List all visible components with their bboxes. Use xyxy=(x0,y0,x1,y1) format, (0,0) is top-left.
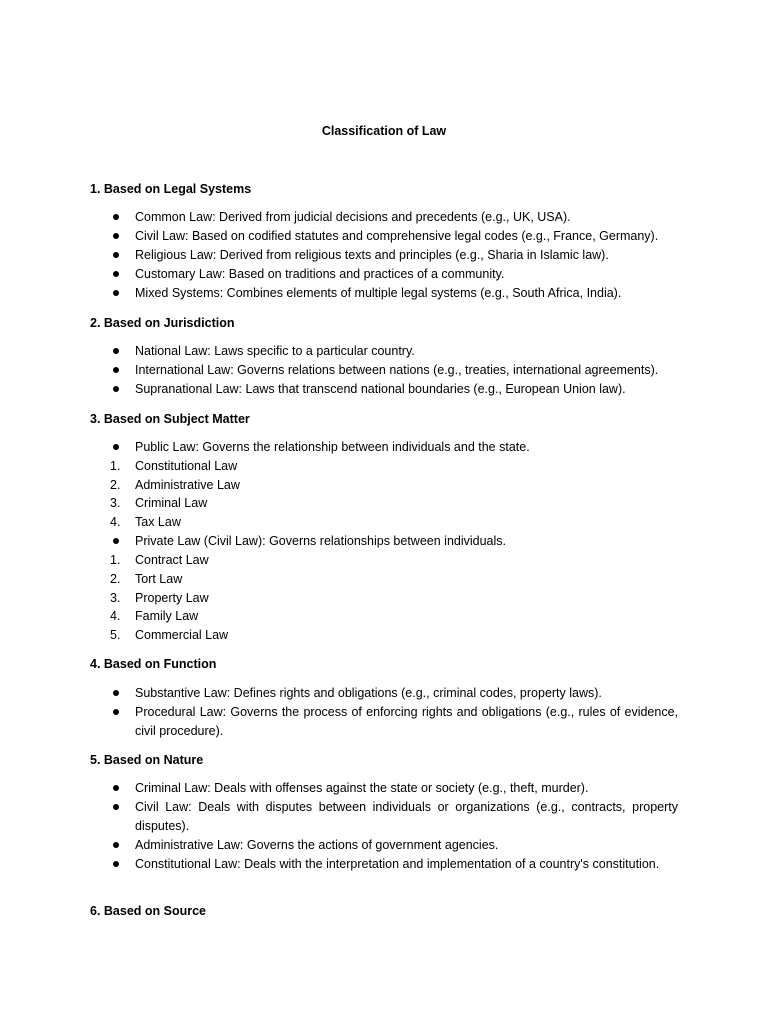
bullet-icon xyxy=(113,804,119,810)
list-item-text: Procedural Law: Governs the process of enforcing rights and obligations (e.g., rules of evidence, civil procedure). xyxy=(135,705,678,738)
section-heading: 3. Based on Subject Matter xyxy=(90,412,250,426)
list-number: 2. xyxy=(110,478,121,492)
bullet-icon xyxy=(113,690,119,696)
list-item-text: Family Law xyxy=(135,609,199,623)
list-item-text: Substantive Law: Defines rights and obligations (e.g., criminal codes, property laws). xyxy=(135,686,602,700)
bullet-icon xyxy=(113,444,119,450)
list-item-text: Religious Law: Derived from religious texts and principles (e.g., Sharia in Islamic law). xyxy=(135,248,609,262)
section-heading: 2. Based on Jurisdiction xyxy=(90,316,235,330)
bullet-icon xyxy=(113,367,119,373)
list-item-text: Common Law: Derived from judicial decisions and precedents (e.g., UK, USA). xyxy=(135,210,571,224)
list-item-text: Supranational Law: Laws that transcend national boundaries (e.g., European Union law). xyxy=(135,382,626,396)
list-item-text: Civil Law: Deals with disputes between individuals or organizations (e.g., contracts, property disputes). xyxy=(135,800,678,833)
list-item-text: Public Law: Governs the relationship between individuals and the state. xyxy=(135,440,530,454)
list-item-text: Criminal Law: Deals with offenses against the state or society (e.g., theft, murder). xyxy=(135,781,589,795)
list-number: 4. xyxy=(110,609,121,623)
list-item-text: Administrative Law: Governs the actions of government agencies. xyxy=(135,838,499,852)
bullet-icon xyxy=(113,538,119,544)
list-item-text: Criminal Law xyxy=(135,496,208,510)
bullet-icon xyxy=(113,233,119,239)
list-number: 3. xyxy=(110,496,121,510)
list-item-text: Constitutional Law: Deals with the interpretation and implementation of a country's constitution. xyxy=(135,857,660,871)
bullet-icon xyxy=(113,842,119,848)
list-item-text: Constitutional Law xyxy=(135,459,238,473)
list-item-text: Administrative Law xyxy=(135,478,240,492)
list-number: 1. xyxy=(110,553,121,567)
list-item-text: Customary Law: Based on traditions and practices of a community. xyxy=(135,267,505,281)
bullet-icon xyxy=(113,214,119,220)
list-item-text: Mixed Systems: Combines elements of multiple legal systems (e.g., South Africa, India). xyxy=(135,286,622,300)
list-item-text: International Law: Governs relations between nations (e.g., treaties, international agreements). xyxy=(135,363,659,377)
list-item-text: Commercial Law xyxy=(135,628,229,642)
section-heading: 1. Based on Legal Systems xyxy=(90,182,252,196)
list-item-text: Civil Law: Based on codified statutes and comprehensive legal codes (e.g., France, Germany). xyxy=(135,229,659,243)
list-item-text: Private Law (Civil Law): Governs relationships between individuals. xyxy=(135,534,507,548)
bullet-icon xyxy=(113,709,119,715)
bullet-icon xyxy=(113,348,119,354)
list-item-text: National Law: Laws specific to a particular country. xyxy=(135,344,415,358)
bullet-icon xyxy=(113,785,119,791)
bullet-icon xyxy=(113,290,119,296)
bullet-icon xyxy=(113,271,119,277)
list-item-text: Tax Law xyxy=(135,515,181,529)
bullet-icon xyxy=(113,252,119,258)
list-number: 4. xyxy=(110,515,121,529)
list-number: 5. xyxy=(110,628,121,642)
bullet-icon xyxy=(113,386,119,392)
section-heading: 4. Based on Function xyxy=(90,657,217,671)
list-item-text: Property Law xyxy=(135,591,209,605)
section-heading: 6. Based on Source xyxy=(90,904,207,918)
section-heading: 5. Based on Nature xyxy=(90,753,204,767)
list-number: 2. xyxy=(110,572,121,586)
bullet-icon xyxy=(113,861,119,867)
list-number: 3. xyxy=(110,591,121,605)
document-title: Classification of Law xyxy=(321,124,447,138)
list-item-text: Tort Law xyxy=(135,572,183,586)
list-item-text: Contract Law xyxy=(135,553,209,567)
list-number: 1. xyxy=(110,459,121,473)
